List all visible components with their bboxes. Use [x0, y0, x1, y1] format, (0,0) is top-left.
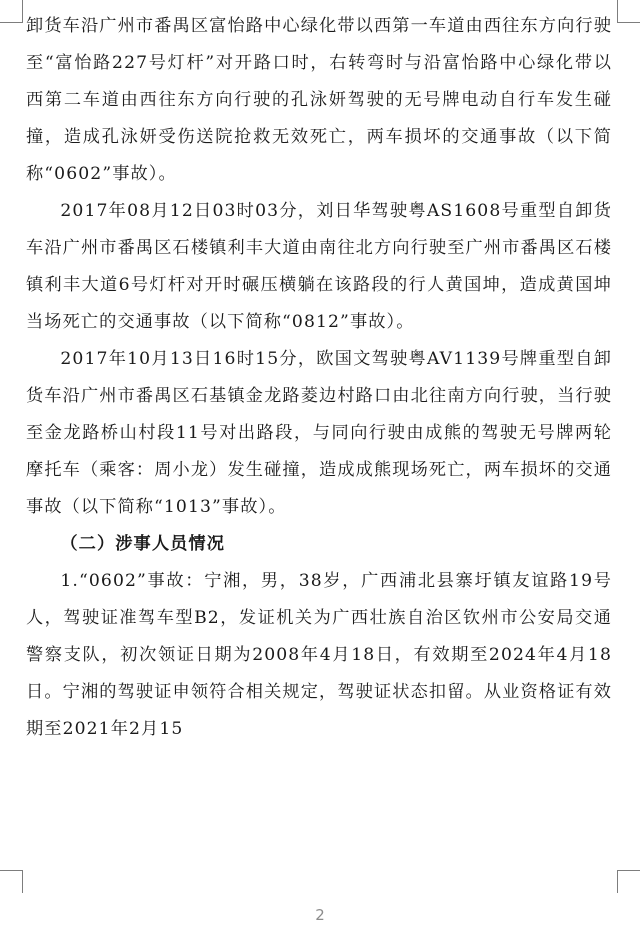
paragraph-0602-driver-info: 1.“0602”事故：宁湘，男，38岁，广西浦北县寨圩镇友谊路19号人，驾驶证准驾车型B2，发证机关为广西壮族自治区钦州市公安局交通警察支队，初次领证日期为2008年4月18日，有效期至2024年4月18日。宁湘的驾驶证申领符合相关规定，驾驶证状态扣留。从业资格证有效期至2021年2月15	[26, 571, 612, 739]
section-heading-personnel: （二）涉事人员情况	[60, 534, 225, 554]
document-body	[26, 8, 612, 748]
paragraph-0602-accident-continued: 卸货车沿广州市番禺区富怡路中心绿化带以西第一车道由西往东方向行驶至“富怡路227号灯杆”对开路口时，右转弯时与沿富怡路中心绿化带以西第二车道由西往东方向行驶的孔泳妍驾驶的无号牌电动自行车发生碰撞，造成孔泳妍受伤送院抢救无效死亡，两车损坏的交通事故（以下简称“0602”事故）。	[26, 16, 612, 184]
crop-mark-bottom-left	[0, 870, 23, 893]
paragraph-0812-accident: 2017年08月12日03时03分，刘日华驾驶粤AS1608号重型自卸货车沿广州市番禺区石楼镇利丰大道由南往北方向行驶至广州市番禺区石楼镇利丰大道6号灯杆对开时碾压横躺在该路段的行人黄国坤，造成黄国坤当场死亡的交通事故（以下简称“0812”事故）。	[26, 201, 612, 332]
crop-mark-bottom-right	[617, 870, 640, 893]
paragraph-1013-accident: 2017年10月13日16时15分，欧国文驾驶粤AV1139号牌重型自卸货车沿广州市番禺区石基镇金龙路菱边村路口由北往南方向行驶，当行驶至金龙路桥山村段11号对出路段，与同向行驶由成熊的驾驶无号牌两轮摩托车（乘客：周小龙）发生碰撞，造成成熊现场死亡，两车损坏的交通事故（以下简称“1013”事故）。	[26, 349, 612, 517]
crop-mark-top-left	[0, 0, 23, 23]
page-number: 2	[315, 906, 325, 924]
crop-mark-top-right	[617, 0, 640, 23]
